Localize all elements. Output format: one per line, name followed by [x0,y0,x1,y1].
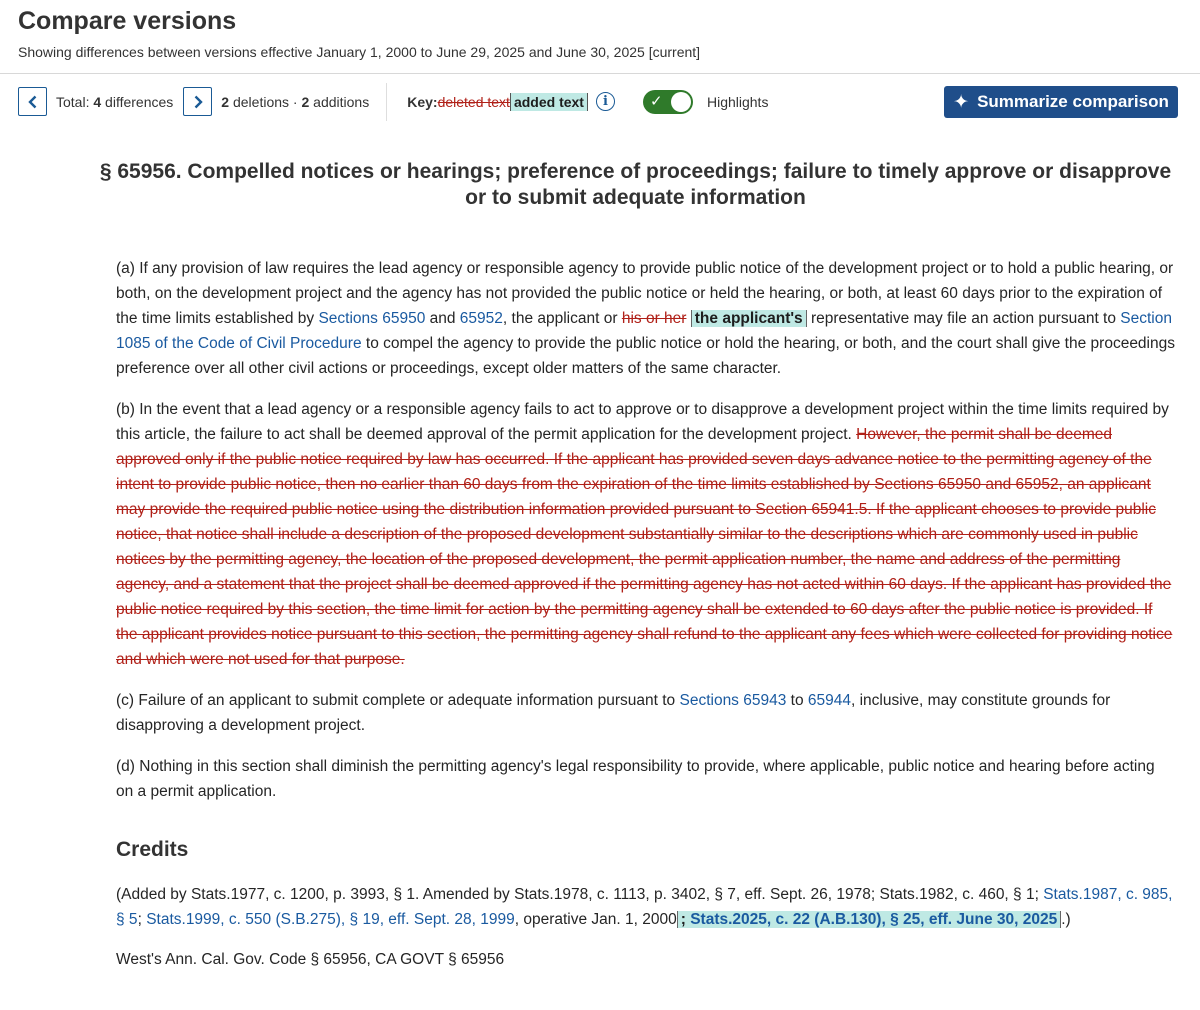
total-label: Total: [56,93,90,110]
text: to [786,692,808,709]
deleted-text: his or her [621,310,687,327]
additions-count: 2 [301,93,310,110]
total-differences [56,94,173,110]
link-65952[interactable]: 65952 [459,310,503,327]
added-credit [677,911,1062,928]
paragraph-a [116,256,1175,381]
link-stats-1987[interactable]: Stats.1987, c. 985, § 5 [116,886,1173,928]
text: , inclusive, may constitute grounds for disapproving a development project. [116,692,1111,734]
change-counts [221,94,369,110]
total-suffix: differences [105,93,174,110]
paragraph-b [116,397,1175,672]
summarize-comparison-button[interactable] [944,86,1178,118]
page-title: Compare versions [18,7,237,35]
credits-heading: Credits [116,838,189,861]
previous-difference-button[interactable] [18,87,47,116]
link-section-1085-ccp[interactable]: Section 1085 of the Code of Civil Procedure [116,310,1172,352]
text: (b) In the event that a lead agency or a responsible agency fails to act to approve or to disapprove a development project within the time limits required by this article, the failure to act shall be deemed approval of the permit application for the development project. [116,401,1169,443]
page-subtitle: Showing differences between versions effective January 1, 2000 to June 29, 2025 and June 30, 2025 [current] [18,44,701,60]
key-label: Key: [407,93,438,110]
link-stats-1999[interactable]: Stats.1999, c. 550 (S.B.275), § 19, eff. Sept. 28, 1999 [146,911,515,928]
paragraph-c [116,688,1175,738]
compare-toolbar [0,74,1200,129]
text: , operative Jan. 1, 2000 [514,911,677,928]
text: .) [1061,911,1071,928]
next-difference-button[interactable] [183,87,212,116]
toolbar-divider [386,83,387,121]
text: (a) If any provision of law requires the lead agency or responsible agency to provide public notice of the development project or to hold a public hearing, or both, on the development project and the agency has not provided the public notice or held the hearing, or both, at least 60 days prior to the expiration of the time limits established by [116,260,1174,327]
summarize-label: Summarize comparison [977,92,1169,111]
citation: West's Ann. Cal. Gov. Code § 65956, CA GOVT § 65956 [116,951,505,968]
deletions-count: 2 [221,93,230,110]
key-added-sample: added text [510,93,588,111]
document-content [0,159,1175,969]
text: (c) Failure of an applicant to submit complete or adequate information pursuant to [116,692,680,709]
added-text: the applicant's [691,310,807,327]
counts-separator: · [292,93,298,110]
text: , the applicant or [502,310,622,327]
link-sections-65950[interactable]: Sections 65950 [318,310,426,327]
text: and [425,310,460,327]
link-stats-2025[interactable]: Stats.2025, c. 22 (A.B.130), § 25, eff. June 30, 2025 [690,911,1058,928]
added-prefix: ; [680,911,691,928]
paragraph-d: (d) Nothing in this section shall diminish the permitting agency's legal responsibility to provide, where applicable, public notice and hearing before acting on a permit application. [116,758,1155,800]
check-icon: ✓ [649,92,663,110]
key-deleted-sample: deleted text [437,93,510,110]
deletions-label: deletions [232,93,290,110]
link-65944[interactable]: 65944 [807,692,851,709]
text: to compel the agency to provide the public notice or hold the hearing, or both, and the court shall give the proceedings preference over all other civil actions or proceedings, except older matters of the same character. [116,335,1175,377]
link-sections-65943[interactable]: Sections 65943 [679,692,787,709]
chevron-right-icon [191,95,205,109]
highlights-label: Highlights [706,93,769,110]
credits-text [116,882,1175,932]
text: (Added by Stats.1977, c. 1200, p. 3993, § 1. Amended by Stats.1978, c. 1113, p. 3402, § 7, eff. Sept. 26, 1978; Stats.1982, c. 460, § 1; [116,886,1044,903]
text: representative may file an action pursuant to [806,310,1121,327]
info-icon[interactable]: i [596,92,615,111]
additions-label: additions [313,93,370,110]
text: ; [137,911,147,928]
total-count: 4 [93,93,102,110]
toggle-knob [671,92,691,112]
chevron-left-icon [26,95,40,109]
page-header [0,0,1200,74]
deleted-text: However, the permit shall be deemed approved only if the public notice required by law has occurred. If the applicant has provided seven days advance notice to the permitting agency of the intent to provide public notice, then no earlier than 60 days from the expiration of the time limits established by Sections 65950 and 65952, an applicant may provide the required public notice using the distribution information provided pursuant to Section 65941.5. If the applicant chooses to provide public notice, that notice shall include a description of the proposed development substantially similar to the descriptions which are commonly used in public notices by the permitting agency, the location of the proposed development, the permit application number, the name and address of the permitting agency, and a statement that the project shall be deemed approved if the permitting agency has not acted within 60 days. If the applicant has provided the public notice required by this section, the time limit for action by the permitting agency shall be extended to 60 days after the public notice is provided. If the applicant provides notice pursuant to this section, the permitting agency shall refund to the applicant any fees which were collected for providing notice and which were not used for that purpose. [116,426,1173,668]
section-title: § 65956. Compelled notices or hearings; preference of proceedings; failure to timely approve or disapprove or to submit adequate information [99,160,1172,209]
sparkle-icon: ✦ [953,91,970,113]
highlights-toggle[interactable] [643,90,693,114]
